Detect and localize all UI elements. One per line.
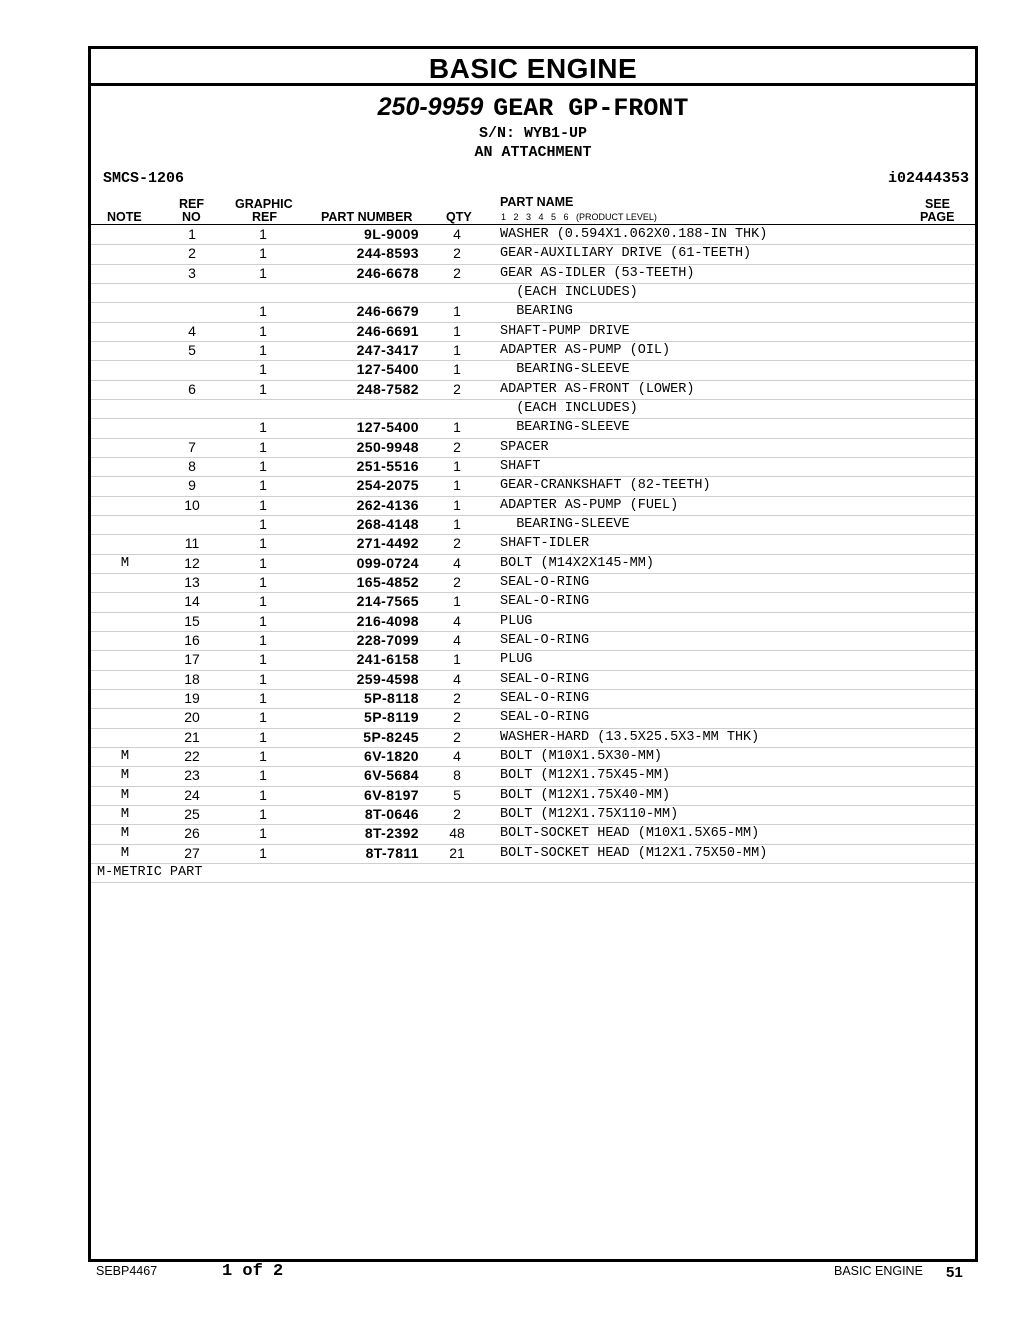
qty-cell: 1	[453, 477, 461, 494]
qty-cell: 1	[453, 322, 461, 339]
part-name-cell: SEAL-O-RING	[500, 671, 590, 687]
part-name-cell: SPACER	[500, 439, 549, 455]
table-row	[91, 245, 975, 264]
ref-no-cell: 4	[188, 322, 196, 339]
graphic-ref-cell: 1	[259, 612, 267, 629]
ref-no-cell: 3	[188, 264, 196, 281]
table-row	[91, 323, 975, 342]
qty-cell: 2	[453, 573, 461, 590]
part-number-cell: 241-6158	[356, 651, 419, 668]
table-row	[91, 226, 975, 245]
part-number-cell: 127-5400	[356, 419, 419, 436]
qty-cell: 8	[453, 767, 461, 784]
table-row	[91, 342, 975, 361]
part-number-cell: 5P-8119	[364, 709, 419, 726]
qty-cell: 2	[453, 805, 461, 822]
graphic-ref-cell: 1	[259, 515, 267, 532]
qty-cell: 1	[453, 341, 461, 358]
ref-no-cell: 23	[184, 767, 200, 784]
part-name-cell: SEAL-O-RING	[500, 594, 590, 610]
graphic-ref-cell: 1	[259, 496, 267, 513]
qty-cell: 21	[449, 844, 465, 861]
col-part-name: PART NAME	[500, 195, 574, 209]
graphic-ref-cell: 1	[259, 341, 267, 358]
part-name-cell: SEAL-O-RING	[500, 710, 590, 726]
graphic-ref-cell: 1	[259, 303, 267, 320]
part-name-cell: GEAR-CRANKSHAFT (82-TEETH)	[500, 478, 711, 494]
serial-number: S/N: WYB1-UP	[478, 125, 588, 142]
part-number-cell: 244-8593	[356, 245, 419, 262]
note-cell: M	[120, 786, 130, 803]
section-title: BASIC ENGINE	[91, 49, 975, 86]
graphic-ref-cell: 1	[259, 786, 267, 803]
graphic-ref-cell: 1	[259, 689, 267, 706]
note-cell: M	[120, 767, 130, 784]
part-number-cell: 259-4598	[356, 670, 419, 687]
qty-cell: 1	[453, 303, 461, 320]
part-number-cell: 262-4136	[356, 496, 419, 513]
qty-cell: 2	[453, 438, 461, 455]
table-row	[91, 361, 975, 380]
table-row	[91, 400, 975, 419]
table-row	[91, 729, 975, 748]
footnote-row	[91, 864, 975, 883]
graphic-ref-cell: 1	[259, 728, 267, 745]
col-qty: QTY	[446, 210, 472, 224]
part-name-cell: BOLT-SOCKET HEAD (M10X1.5X65-MM)	[500, 826, 760, 842]
graphic-ref-cell: 1	[259, 573, 267, 590]
part-number-cell: 214-7565	[356, 593, 419, 610]
qty-cell: 2	[453, 709, 461, 726]
table-row	[91, 806, 975, 825]
graphic-ref-cell: 1	[259, 709, 267, 726]
qty-cell: 1	[453, 457, 461, 474]
part-number-cell: 6V-8197	[364, 786, 419, 803]
col-see-top: SEE	[925, 197, 951, 211]
graphic-ref-cell: 1	[259, 554, 267, 571]
col-ref-bottom: NO	[182, 210, 201, 224]
part-name-cell: PLUG	[500, 652, 533, 668]
publication-number: SEBP4467	[96, 1264, 158, 1278]
qty-cell: 2	[453, 264, 461, 281]
part-name-cell: BOLT-SOCKET HEAD (M12X1.75X50-MM)	[500, 845, 768, 861]
ref-no-cell: 11	[184, 535, 200, 552]
part-name-cell: SHAFT	[500, 458, 541, 474]
part-name-cell: PLUG	[500, 613, 533, 629]
part-name-cell: BOLT (M10X1.5X30-MM)	[500, 748, 663, 764]
graphic-ref-cell: 1	[259, 767, 267, 784]
part-number-cell: 165-4852	[356, 573, 419, 590]
note-cell: M	[120, 805, 130, 822]
col-graphic-top: GRAPHIC	[235, 197, 293, 211]
table-row	[91, 613, 975, 632]
ref-no-cell: 13	[184, 573, 200, 590]
qty-cell: 2	[453, 535, 461, 552]
table-row	[91, 439, 975, 458]
part-name-cell: SEAL-O-RING	[500, 632, 590, 648]
page-number: 51	[946, 1264, 963, 1281]
group-heading	[91, 93, 975, 123]
part-number-cell: 5P-8245	[363, 728, 419, 745]
table-row	[91, 303, 975, 322]
graphic-ref-cell: 1	[259, 226, 267, 242]
graphic-ref-cell: 1	[259, 438, 267, 455]
table-row	[91, 284, 975, 303]
part-number-cell: 6V-5684	[364, 767, 419, 784]
ref-no-cell: 17	[184, 651, 200, 668]
col-ref-top: REF	[179, 197, 204, 211]
part-name-cell: BOLT (M12X1.75X40-MM)	[500, 787, 671, 803]
col-note: NOTE	[107, 210, 142, 224]
part-number-cell: 099-0724	[356, 554, 419, 571]
ref-no-cell: 21	[184, 728, 200, 745]
note-cell: M	[120, 554, 130, 571]
qty-cell: 4	[453, 747, 461, 764]
part-name-cell: SEAL-O-RING	[500, 690, 590, 706]
ref-no-cell: 12	[184, 554, 200, 571]
table-row	[91, 574, 975, 593]
part-number-cell: 246-6678	[356, 264, 419, 281]
part-name-cell: GEAR-AUXILIARY DRIVE (61-TEETH)	[500, 246, 752, 262]
graphic-ref-cell: 1	[259, 651, 267, 668]
graphic-ref-cell: 1	[259, 380, 267, 397]
qty-cell: 2	[453, 728, 461, 745]
table-row	[91, 477, 975, 496]
ref-no-cell: 25	[184, 805, 200, 822]
graphic-ref-cell: 1	[259, 322, 267, 339]
part-name-cell: WASHER (0.594X1.062X0.188-IN THK)	[500, 227, 768, 242]
part-number-cell: 8T-2392	[364, 825, 419, 842]
header-divider	[91, 224, 975, 225]
part-name-cell: BEARING-SLEEVE	[500, 516, 630, 532]
table-row	[91, 748, 975, 767]
part-name-cell: BOLT (M12X1.75X45-MM)	[500, 768, 671, 784]
qty-cell: 4	[453, 612, 461, 629]
table-row	[91, 497, 975, 516]
table-row	[91, 265, 975, 284]
group-type: AN ATTACHMENT	[474, 144, 592, 161]
part-number-cell: 216-4098	[356, 612, 419, 629]
table-row	[91, 593, 975, 612]
part-name-cell: SHAFT-PUMP DRIVE	[500, 323, 630, 339]
qty-cell: 2	[453, 689, 461, 706]
group-name: GEAR GP-FRONT	[493, 94, 689, 123]
part-name-cell: GEAR AS-IDLER (53-TEETH)	[500, 265, 695, 281]
table-row	[91, 671, 975, 690]
qty-cell: 2	[453, 245, 461, 262]
part-name-cell: (EACH INCLUDES)	[500, 284, 638, 300]
part-number-cell: 246-6691	[356, 322, 419, 339]
part-number-cell: 268-4148	[356, 515, 419, 532]
note-cell: M	[120, 825, 130, 842]
part-number-cell: 247-3417	[356, 341, 419, 358]
part-name-cell: BEARING	[500, 304, 573, 320]
graphic-ref-cell: 1	[259, 631, 267, 648]
table-row	[91, 787, 975, 806]
ref-no-cell: 19	[184, 689, 200, 706]
qty-cell: 1	[453, 496, 461, 513]
qty-cell: 1	[453, 651, 461, 668]
table-row	[91, 767, 975, 786]
qty-cell: 1	[453, 593, 461, 610]
table-row	[91, 632, 975, 651]
ref-no-cell: 2	[188, 245, 196, 262]
part-number-cell: 254-2075	[356, 477, 419, 494]
graphic-ref-cell: 1	[259, 747, 267, 764]
part-number-cell: 250-9948	[356, 438, 419, 455]
table-row	[91, 535, 975, 554]
part-name-cell: WASHER-HARD (13.5X25.5X3-MM THK)	[500, 729, 760, 745]
part-name-cell: ADAPTER AS-PUMP (FUEL)	[500, 497, 679, 513]
qty-cell: 4	[453, 631, 461, 648]
table-row	[91, 651, 975, 670]
part-number-cell: 246-6679	[356, 303, 419, 320]
part-name-cell: SHAFT-IDLER	[500, 536, 590, 552]
graphic-ref-cell: 1	[259, 419, 267, 436]
table-row	[91, 381, 975, 400]
qty-cell: 4	[453, 554, 461, 571]
group-part-number: 250-9959	[377, 93, 484, 121]
table-row	[91, 825, 975, 844]
table-row	[91, 458, 975, 477]
graphic-ref-cell: 1	[259, 477, 267, 494]
part-number-cell: 248-7582	[356, 380, 419, 397]
graphic-ref-cell: 1	[259, 593, 267, 610]
ref-no-cell: 14	[184, 593, 200, 610]
graphic-ref-cell: 1	[259, 805, 267, 822]
part-number-cell: 9L-9009	[364, 226, 419, 242]
part-name-cell: SEAL-O-RING	[500, 574, 590, 590]
col-part-number: PART NUMBER	[321, 210, 413, 224]
ref-no-cell: 7	[188, 438, 196, 455]
qty-cell: 2	[453, 380, 461, 397]
part-number-cell: 6V-1820	[364, 747, 419, 764]
col-see-bottom: PAGE	[920, 210, 955, 224]
smcs-code: SMCS-1206	[103, 170, 185, 187]
graphic-ref-cell: 1	[259, 361, 267, 378]
qty-cell: 5	[453, 786, 461, 803]
graphic-ref-cell: 1	[259, 670, 267, 687]
qty-cell: 4	[453, 226, 461, 242]
part-name-cell: ADAPTER AS-FRONT (LOWER)	[500, 381, 695, 397]
part-number-cell: 228-7099	[356, 631, 419, 648]
part-name-cell: BOLT (M14X2X145-MM)	[500, 555, 654, 571]
part-name-cell: ADAPTER AS-PUMP (OIL)	[500, 342, 671, 358]
part-number-cell: 127-5400	[356, 361, 419, 378]
ref-no-cell: 6	[188, 380, 196, 397]
ref-no-cell: 26	[184, 825, 200, 842]
graphic-ref-cell: 1	[259, 245, 267, 262]
part-number-cell: 8T-7811	[365, 844, 419, 861]
parts-page-frame	[88, 46, 978, 1262]
part-name-cell: BEARING-SLEEVE	[500, 420, 630, 436]
footer-section: BASIC ENGINE	[834, 1264, 923, 1278]
ref-no-cell: 18	[184, 670, 200, 687]
part-number-cell: 5P-8118	[364, 689, 419, 706]
ref-no-cell: 9	[188, 477, 196, 494]
table-row	[91, 419, 975, 438]
qty-cell: 4	[453, 670, 461, 687]
qty-cell: 1	[453, 361, 461, 378]
part-number-cell: 271-4492	[356, 535, 419, 552]
graphic-ref-cell: 1	[259, 844, 267, 861]
table-row	[91, 516, 975, 535]
table-row	[91, 845, 975, 864]
table-row	[91, 555, 975, 574]
graphic-ref-cell: 1	[259, 457, 267, 474]
page-of: 1 of 2	[222, 1262, 284, 1281]
qty-cell: 1	[453, 419, 461, 436]
note-cell: M	[120, 747, 130, 764]
graphic-ref-cell: 1	[259, 264, 267, 281]
col-graphic-bottom: REF	[252, 210, 277, 224]
part-name-cell: BEARING-SLEEVE	[500, 362, 630, 378]
ref-no-cell: 10	[184, 496, 200, 513]
ref-no-cell: 5	[188, 341, 196, 358]
part-name-cell: BOLT (M12X1.75X110-MM)	[500, 806, 679, 822]
ref-no-cell: 24	[184, 786, 200, 803]
ref-no-cell: 27	[184, 844, 200, 861]
table-row	[91, 709, 975, 728]
parts-table	[91, 226, 975, 883]
note-cell: M	[120, 844, 130, 861]
ref-no-cell: 8	[188, 457, 196, 474]
part-name-cell: (EACH INCLUDES)	[500, 400, 638, 416]
ref-no-cell: 22	[184, 747, 200, 764]
qty-cell: 48	[449, 825, 465, 842]
ref-no-cell: 15	[184, 612, 200, 629]
table-row	[91, 690, 975, 709]
graphic-ref-cell: 1	[259, 825, 267, 842]
part-number-cell: 8T-0646	[364, 805, 419, 822]
graphic-ref-cell: 1	[259, 535, 267, 552]
ref-no-cell: 20	[184, 709, 200, 726]
qty-cell: 1	[453, 515, 461, 532]
ref-no-cell: 1	[188, 226, 196, 242]
ref-no-cell: 16	[184, 631, 200, 648]
document-id: i02444353	[887, 170, 969, 187]
footnote: M-METRIC PART	[97, 864, 203, 880]
product-level-indicator: 1 2 3 4 5 6 (PRODUCT LEVEL)	[501, 212, 657, 222]
part-number-cell: 251-5516	[356, 457, 419, 474]
